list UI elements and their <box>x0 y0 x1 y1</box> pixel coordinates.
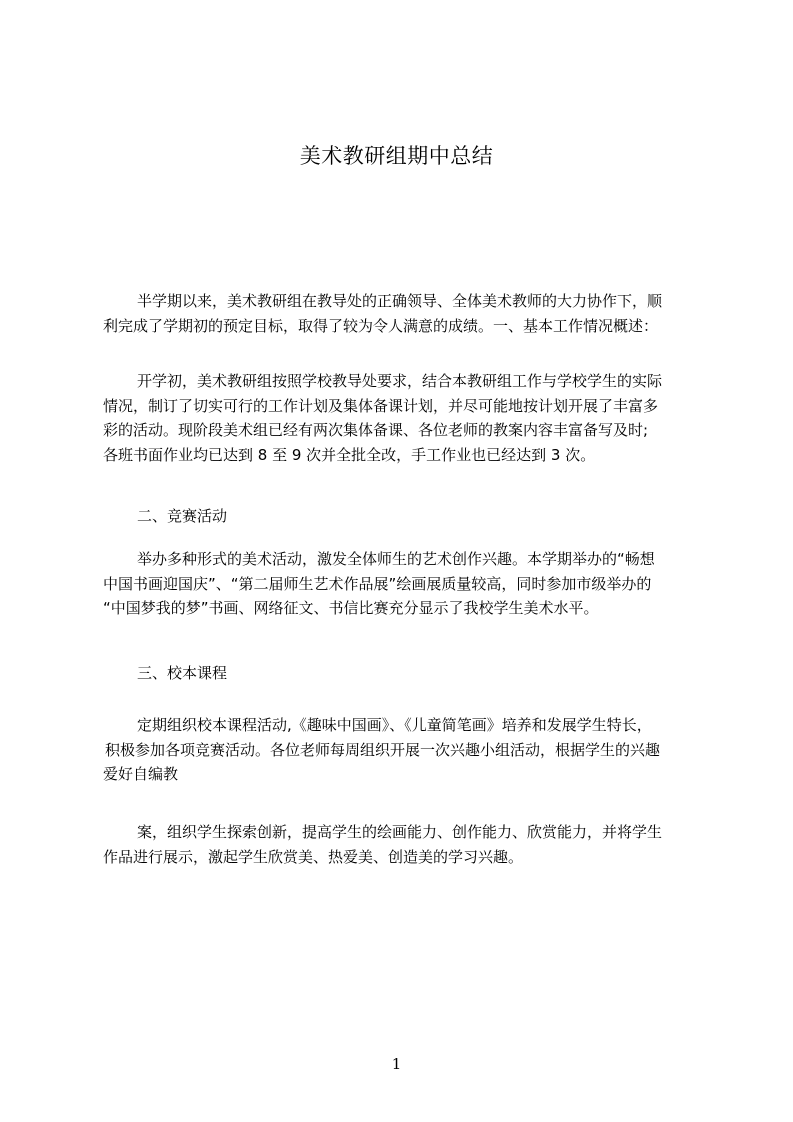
paragraph-line: 半学期以来，美术教研组在教导处的正确领导、全体美术教师的大力协作下，顺 <box>137 292 663 310</box>
paragraph-line: 积极参加各项竞赛活动。各位老师每周组织开展一次兴趣小组活动，根据学生的兴趣 <box>105 740 661 759</box>
paragraph-line: 开学初，美术教研组按照学校教导处要求，结合本教研组工作与学校学生的实际 <box>137 372 663 390</box>
paragraph-line: 作品进行展示，激起学生欣赏美、热爱美、创造美的学习兴趣。 <box>103 847 524 866</box>
competitions-paragraph <box>103 547 703 621</box>
section-heading-competitions: 二、竞赛活动 <box>137 507 228 525</box>
paragraph-line: 爱好自编教 <box>103 765 179 783</box>
paragraph-line: 举办多种形式的美术活动，激发全体师生的艺术创作兴趣。本学期举办的“畅想 <box>137 550 655 568</box>
school-curriculum-paragraph <box>103 713 703 787</box>
paragraph-line: 各班书面作业均已达到 8 至 9 次并全批全改，手工作业也已经达到 3 次。 <box>103 445 596 464</box>
paragraph-line: 情况，制订了切实可行的工作计划及集体备课计划，并尽可能地按计划开展了丰富多 <box>103 396 659 415</box>
school-curriculum-continuation-paragraph <box>103 820 703 869</box>
paragraph-line: 中国书画迎国庆”、“第二届师生艺术作品展”绘画展质量较高，同时参加市级举办的 <box>103 574 652 593</box>
paragraph-line: “中国梦我的梦”书画、网络征文、书信比赛充分显示了我校学生美术水平。 <box>103 599 599 617</box>
paragraph-line: 定期组织校本课程活动,《趣味中国画》、《儿童简笔画》培养和发展学生特长， <box>137 716 652 734</box>
paragraph-line: 彩的活动。现阶段美术组已经有两次集体备课、各位老师的教案内容丰富备写及时; <box>103 421 649 439</box>
document-title: 美术教研组期中总结 <box>299 144 494 168</box>
paragraph-line: 案，组织学生探索创新，提高学生的绘画能力、创作能力、欣赏能力，并将学生 <box>137 823 663 841</box>
work-overview-paragraph <box>103 369 703 467</box>
page-number: 1 <box>391 1055 402 1073</box>
section-heading-school-curriculum: 三、校本课程 <box>137 664 228 682</box>
intro-paragraph <box>103 289 703 338</box>
paragraph-line: 利完成了学期初的预定目标，取得了较为令人满意的成绩。一、基本工作情况概述： <box>103 316 659 335</box>
